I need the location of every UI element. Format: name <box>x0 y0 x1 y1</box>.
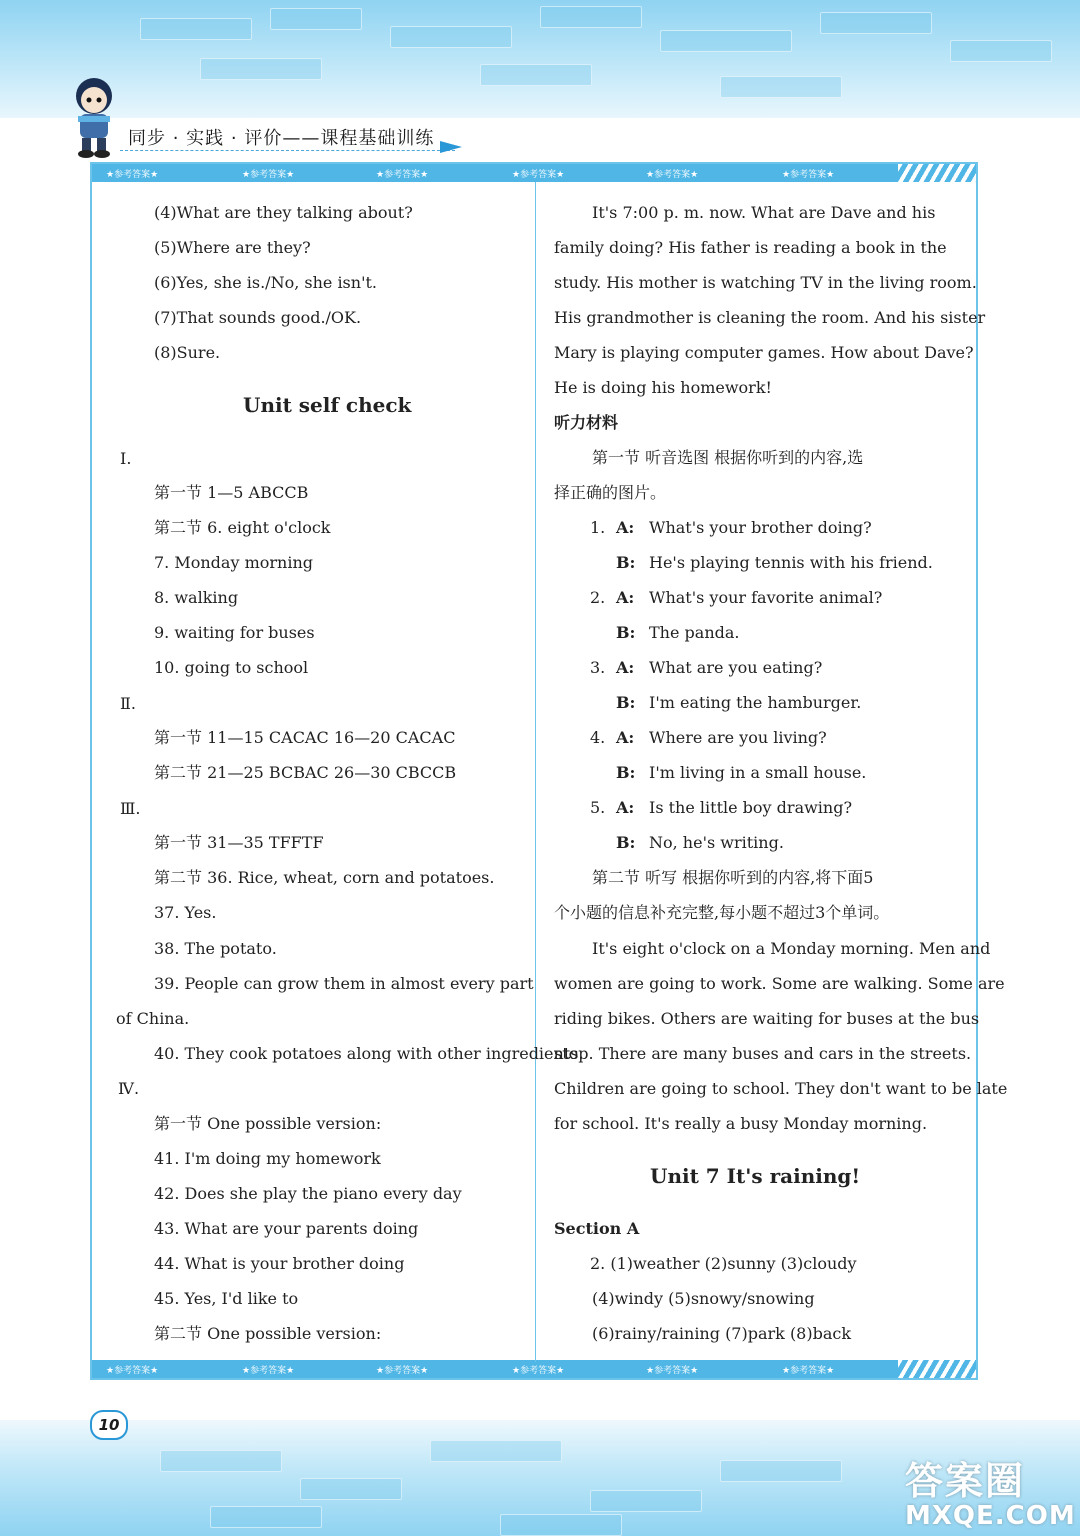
top-banner <box>0 0 1080 118</box>
speaker-a-label: A: <box>616 588 635 607</box>
answer-line: 2. (1)weather (2)sunny (3)cloudy <box>590 1254 857 1273</box>
strip-label: ★参考答案★ <box>106 170 159 180</box>
column-divider <box>535 182 536 1362</box>
passage-line: Mary is playing computer games. How about Dave? <box>554 343 974 362</box>
strip-label: ★参考答案★ <box>242 170 295 180</box>
dialog-line-b: No, he's writing. <box>649 833 784 852</box>
dialog-line-b: I'm eating the hamburger. <box>649 693 862 712</box>
answer-line: 第二节 One possible version: <box>154 1324 382 1343</box>
speaker-b-label: B: <box>616 833 636 852</box>
dialog-number: 4. <box>590 728 606 747</box>
strip-label: ★参考答案★ <box>242 1366 295 1376</box>
answer-line: (4)What are they talking about? <box>154 203 413 222</box>
watermark-en: MXQE.COM <box>905 1501 1076 1531</box>
answer-line: 41. I'm doing my homework <box>154 1149 381 1168</box>
answer-line: (4)windy (5)snowy/snowing <box>592 1289 815 1308</box>
strip-label: ★参考答案★ <box>646 170 699 180</box>
passage-line: family doing? His father is reading a book in the <box>554 238 947 257</box>
dialog-number: 3. <box>590 658 606 677</box>
header-dashed-line <box>120 150 455 151</box>
answer-strip-top <box>92 164 976 182</box>
watermark-cn: 答案圈 <box>905 1459 1026 1503</box>
speaker-b-label: B: <box>616 623 636 642</box>
strip-stripes <box>898 1360 976 1378</box>
answer-line: 第一节 One possible version: <box>154 1114 382 1133</box>
dialog-number: 2. <box>590 588 606 607</box>
speaker-a-label: A: <box>616 798 635 817</box>
dialog-line-a: What's your favorite animal? <box>649 588 883 607</box>
passage-line: stop. There are many buses and cars in the streets. <box>554 1044 972 1063</box>
unit-self-check-heading: Unit self check <box>243 393 412 417</box>
speaker-a-label: A: <box>616 518 635 537</box>
section-roman: Ⅱ. <box>120 694 136 713</box>
strip-label: ★参考答案★ <box>376 170 429 180</box>
book-series-title: 同步 · 实践 · 评价——课程基础训练 <box>128 128 435 149</box>
instruction-line: 第一节 听音选图 根据你听到的内容,选 <box>592 448 864 467</box>
strip-stripes <box>898 164 976 182</box>
strip-label: ★参考答案★ <box>782 1366 835 1376</box>
answer-line: (8)Sure. <box>154 343 221 362</box>
answer-line: 7. Monday morning <box>154 553 313 572</box>
answer-line: 第二节 6. eight o'clock <box>154 518 331 537</box>
answer-line: 44. What is your brother doing <box>154 1254 405 1273</box>
instruction-line: 择正确的图片。 <box>554 483 667 502</box>
listening-material-heading: 听力材料 <box>554 413 619 432</box>
answer-line: 9. waiting for buses <box>154 623 315 642</box>
header-arrow-icon <box>440 141 462 153</box>
answer-line: (6)rainy/raining (7)park (8)back <box>592 1324 852 1343</box>
answer-line: 45. Yes, I'd like to <box>154 1289 299 1308</box>
answer-line: 38. The potato. <box>154 939 277 958</box>
strip-label: ★参考答案★ <box>512 170 565 180</box>
section-roman: Ⅳ. <box>118 1079 140 1098</box>
answer-line: 第一节 31—35 TFFTF <box>154 833 324 852</box>
passage-line: women are going to work. Some are walking. Some are <box>554 974 1005 993</box>
dialog-line-b: He's playing tennis with his friend. <box>649 553 933 572</box>
answer-line: 10. going to school <box>154 658 309 677</box>
answer-line: 第二节 36. Rice, wheat, corn and potatoes. <box>154 868 495 887</box>
passage-line: His grandmother is cleaning the room. And his sister <box>554 308 986 327</box>
passage-line: It's eight o'clock on a Monday morning. Men and <box>592 939 991 958</box>
strip-label: ★参考答案★ <box>646 1366 699 1376</box>
section-a-heading: Section A <box>554 1219 640 1238</box>
answer-line: 42. Does she play the piano every day <box>154 1184 462 1203</box>
speaker-b-label: B: <box>616 553 636 572</box>
passage-line: It's 7:00 p. m. now. What are Dave and his <box>592 203 936 222</box>
strip-label: ★参考答案★ <box>106 1366 159 1376</box>
speaker-b-label: B: <box>616 693 636 712</box>
answer-line: (6)Yes, she is./No, she isn't. <box>154 273 377 292</box>
dialog-line-a: Is the little boy drawing? <box>649 798 853 817</box>
answer-line: 40. They cook potatoes along with other ingredients. <box>154 1044 584 1063</box>
answer-line: of China. <box>116 1009 190 1028</box>
dialog-line-a: What are you eating? <box>649 658 823 677</box>
answer-line: (7)That sounds good./OK. <box>154 308 362 327</box>
passage-line: for school. It's really a busy Monday morning. <box>554 1114 928 1133</box>
answer-line: 第一节 1—5 ABCCB <box>154 483 309 502</box>
unit7-heading: Unit 7 It's raining! <box>650 1164 861 1188</box>
dialog-line-b: The panda. <box>649 623 740 642</box>
strip-label: ★参考答案★ <box>376 1366 429 1376</box>
speaker-a-label: A: <box>616 728 635 747</box>
answer-line: 第一节 11—15 CACAC 16—20 CACAC <box>154 728 456 747</box>
answer-line: 8. walking <box>154 588 239 607</box>
dialog-number: 1. <box>590 518 606 537</box>
strip-label: ★参考答案★ <box>782 170 835 180</box>
strip-label: ★参考答案★ <box>512 1366 565 1376</box>
dialog-line-a: Where are you living? <box>649 728 827 747</box>
instruction-line: 个小题的信息补充完整,每小题不超过3个单词。 <box>554 903 890 922</box>
answer-line: 第二节 21—25 BCBAC 26—30 CBCCB <box>154 763 457 782</box>
passage-line: riding bikes. Others are waiting for buses at the bus <box>554 1009 980 1028</box>
boy-mascot-icon <box>66 72 122 158</box>
passage-line: Children are going to school. They don't want to be late <box>554 1079 1008 1098</box>
passage-line: study. His mother is watching TV in the living room. <box>554 273 977 292</box>
answer-line: 37. Yes. <box>154 903 217 922</box>
speaker-b-label: B: <box>616 763 636 782</box>
answer-line: 39. People can grow them in almost every part <box>154 974 534 993</box>
answer-strip-bottom <box>92 1360 976 1378</box>
answer-line: 43. What are your parents doing <box>154 1219 419 1238</box>
dialog-line-b: I'm living in a small house. <box>649 763 867 782</box>
passage-line: He is doing his homework! <box>554 378 772 397</box>
dialog-number: 5. <box>590 798 606 817</box>
speaker-a-label: A: <box>616 658 635 677</box>
answer-line: (5)Where are they? <box>154 238 311 257</box>
section-roman: Ⅲ. <box>120 799 141 818</box>
dialog-line-a: What's your brother doing? <box>649 518 872 537</box>
instruction-line: 第二节 听写 根据你听到的内容,将下面5 <box>592 868 874 887</box>
page-number: 10 <box>90 1410 128 1440</box>
site-watermark-logo <box>905 1450 1076 1531</box>
section-roman: Ⅰ. <box>120 449 132 468</box>
